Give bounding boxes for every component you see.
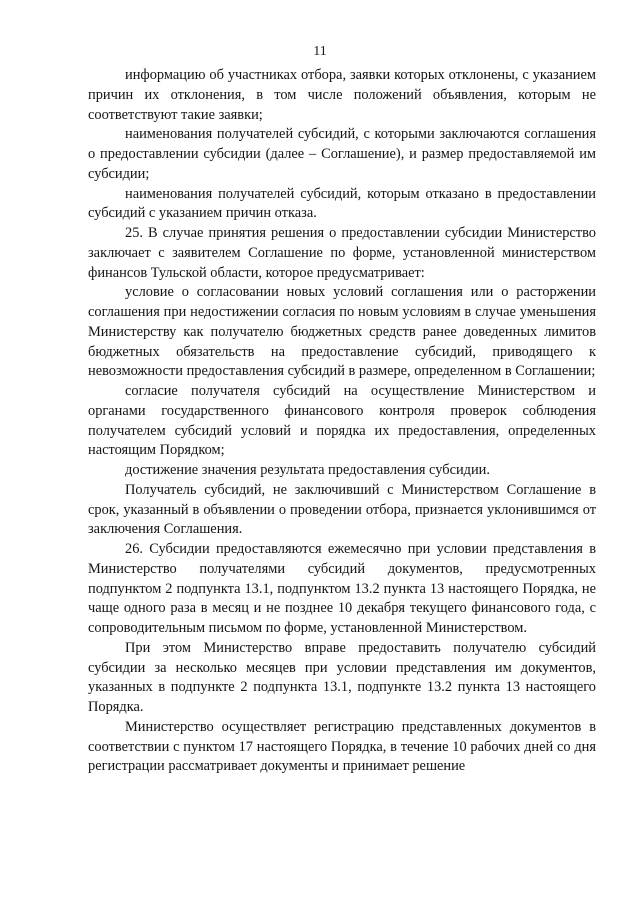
paragraph-refused-recipients: наименования получателей субсидий, которым отказано в предоставлении субсидий с указанием причин отказа. bbox=[88, 185, 596, 222]
paragraph-registration: Министерство осуществляет регистрацию представленных документов в соответствии с пунктом 17 настоящего Порядка, в течение 10 рабочих дней со дня регистрации рассматривает документы и принимает решение bbox=[88, 718, 596, 775]
paragraph-result-achievement: достижение значения результата предоставления субсидии. bbox=[125, 462, 490, 478]
paragraph-multi-month-subsidy: При этом Министерство вправе предоставить получателю субсидий субсидии за несколько месяцев при условии представления им документов, указанных в подпункте 2 подпункта 13.1, подпункте 13.2 пункта 13 настоящего Порядка. bbox=[88, 639, 596, 715]
page-number: 11 bbox=[313, 44, 327, 59]
paragraph-evasion: Получатель субсидий, не заключивший с Министерством Соглашение в срок, указанный в объявлении о проведении отбора, признается уклонившимся от заключения Соглашения. bbox=[88, 481, 596, 538]
paragraph-item-25: 25. В случае принятия решения о предоставлении субсидии Министерство заключает с заявителем Соглашение по форме, установленной министерством финансов Тульской области, которое предусматривает: bbox=[88, 225, 596, 281]
body-text bbox=[88, 66, 596, 777]
paragraph-item-26: 26. Субсидии предоставляются ежемесячно при условии представления в Министерство получателями субсидий документов, предусмотренных подпунктом 2 подпункта 13.1, подпунктом 13.2 пункта 13 настоящего Порядка, не чаще одного раза в месяц и не позднее 10 декабря текущего финансового года, с сопроводительным письмом по форме, установленной Министерством. bbox=[88, 541, 596, 636]
paragraph-control-consent: согласие получателя субсидий на осуществление Министерством и органами государственного финансового контроля проверок соблюдения получателем субсидий условий и порядка их предоставления, определенных настоящим Порядком; bbox=[88, 383, 596, 459]
paragraph-recipients-with-agreements: наименования получателей субсидий, с которыми заключаются соглашения о предоставлении субсидии (далее – Соглашение), и размер предоставляемой им субсидии; bbox=[88, 126, 596, 182]
paragraph-agreement-termination-condition: условие о согласовании новых условий соглашения или о расторжении соглашения при недостижении согласия по новым условиям в случае уменьшения Министерству как получателю бюджетных средств ранее доведенных лимитов бюджетных обязательств на предоставление субсидий, приводящего к невозможности предоставления субсидий в размере, определенном в Соглашении; bbox=[88, 284, 596, 380]
paragraph-rejected-participants: информацию об участниках отбора, заявки которых отклонены, с указанием причин их отклонения, в том числе положений объявления, которым не соответствуют такие заявки; bbox=[88, 67, 596, 123]
